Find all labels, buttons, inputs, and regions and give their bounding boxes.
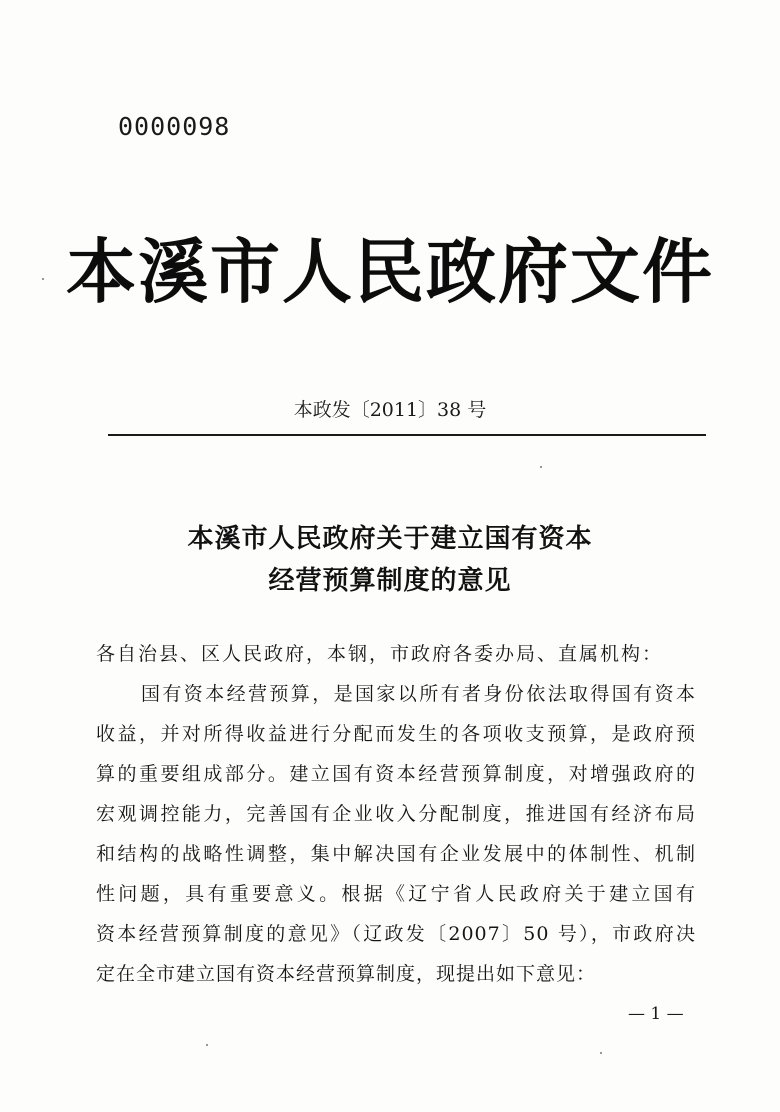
document-number: 本政发〔2011〕38 号 — [293, 399, 487, 421]
scan-speck — [600, 1052, 602, 1054]
addressee-line: 各自治县、区人民政府，本钢，市政府各委办局、直属机构： — [96, 643, 664, 665]
body-text-line: 国有资本经营预算，是国家以所有者身份依法取得国有资本 — [141, 683, 696, 705]
document-masthead: 本溪市人民政府文件 — [66, 230, 714, 313]
title-line: 经营预算制度的意见 — [268, 566, 512, 596]
scan-speck — [540, 466, 542, 468]
body-text-line: 资本经营预算制度的意见》（辽政发〔2007〕50 号），市政府决 — [96, 923, 696, 945]
body-text-line: 收益，并对所得收益进行分配而发生的各项收支预算，是政府预 — [96, 723, 696, 745]
masthead-divider-line — [108, 434, 706, 436]
page-number: — 1 — — [628, 1004, 684, 1024]
body-text-line: 宏观调控能力，完善国有企业收入分配制度，推进国有经济布局 — [96, 803, 696, 825]
body-text-line: 算的重要组成部分。建立国有资本经营预算制度，对增强政府的 — [96, 763, 696, 785]
document-title — [0, 518, 780, 602]
scan-speck — [206, 1044, 208, 1046]
scan-speck — [42, 278, 44, 280]
archive-serial-number: 0000098 — [118, 112, 231, 141]
title-line: 本溪市人民政府关于建立国有资本 — [187, 524, 593, 554]
body-text-line: 定在全市建立国有资本经营预算制度，现提出如下意见： — [96, 963, 597, 985]
body-text-line: 性问题，具有重要意义。根据《辽宁省人民政府关于建立国有 — [96, 883, 696, 905]
body-text-line: 和结构的战略性调整，集中解决国有企业发展中的体制性、机制 — [96, 843, 696, 865]
